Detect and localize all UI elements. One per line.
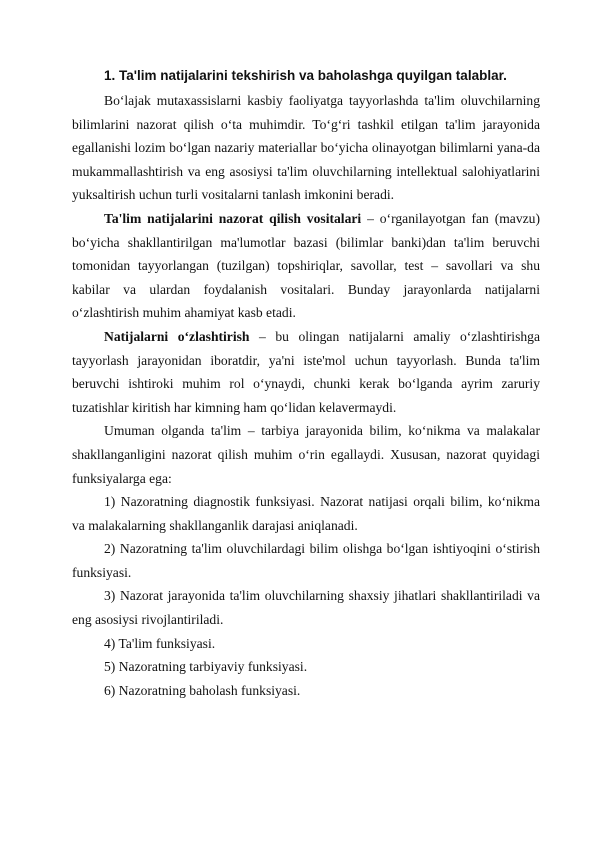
list-item: 6) Nazoratning baholash funksiyasi. bbox=[104, 682, 301, 698]
term-control-tools: Ta'lim natijalarini nazorat qilish vositalari bbox=[104, 210, 362, 226]
list-item: 4) Ta'lim funksiyasi. bbox=[104, 635, 216, 651]
definition-control-tools: – o‘rganilayotgan fan (mavzu) bo‘yicha shakllantirilgan ma'lumotlar bazasi (bilimlar banki)dan ta'lim beruvchi tomonidan tayyorlangan (tuzilgan) topshiriqlar, savollar, test – savollari va shu kabilar va ulardan foydalanish vositalari. Bunday jarayonlarda natijalarni o‘zlashtirish muhim ahamiyat kasb etadi. bbox=[72, 210, 540, 321]
term-mastering-results: Natijalarni o‘zlashtirish bbox=[104, 328, 250, 344]
paragraph-mastering-results bbox=[72, 325, 540, 419]
list-item: 2) Nazoratning ta'lim oluvchilardagi bilim olishga bo‘lgan ishtiyoqini o‘stirish funksiyasi. bbox=[72, 541, 540, 580]
paragraph-control-tools bbox=[72, 207, 540, 325]
section-heading: 1. Ta'lim natijalarini tekshirish va baholashga quyilgan talablar. bbox=[104, 68, 507, 83]
paragraph-intro: Bo‘lajak mutaxassislarni kasbiy faoliyatga tayyorlashda ta'lim oluvchilarning bilimlarini nazorat qilish o‘ta muhimdir. To‘g‘ri tashkil etilgan ta'lim jarayonida egallanishi lozim bo‘lgan nazariy materiallar bo‘yicha olinayotgan bilimlarni yana-da mukammallashtirish va eng asosiysi ta'lim oluvchilarning intellektual salohiyatlarini yuksaltirish uchun turli vositalarni tanlash imkonini beradi. bbox=[72, 93, 540, 203]
definition-mastering-results: – bu olingan natijalarni amaliy o‘zlashtirishga tayyorlash jarayonidan iboratdir, ya'ni iste'mol uchun tayyorlash. Bunda ta'lim beruvchi ishtiroki muhim rol o‘ynaydi, chunki kerak bo‘lganda ayrim zaruriy tuzatishlar kiritish har kimning ham qo‘lidan kelavermaydi. bbox=[72, 328, 540, 415]
list-item: 1) Nazoratning diagnostik funksiyasi. Nazorat natijasi orqali bilim, ko‘nikma va malakalarning shakllanganlik darajasi aniqlanadi. bbox=[72, 494, 540, 533]
list-item: 5) Nazoratning tarbiyaviy funksiyasi. bbox=[104, 659, 308, 675]
paragraph-control-functions: Umuman olganda ta'lim – tarbiya jarayonida bilim, ko‘nikma va malakalar shakllanganligini nazorat qilish muhim o‘rin egallaydi. Xususan, nazorat quyidagi funksiyalarga ega: bbox=[72, 423, 540, 486]
list-item: 3) Nazorat jarayonida ta'lim oluvchilarning shaxsiy jihatlari shakllantiriladi va eng asosiysi rivojlantiriladi. bbox=[72, 588, 540, 628]
